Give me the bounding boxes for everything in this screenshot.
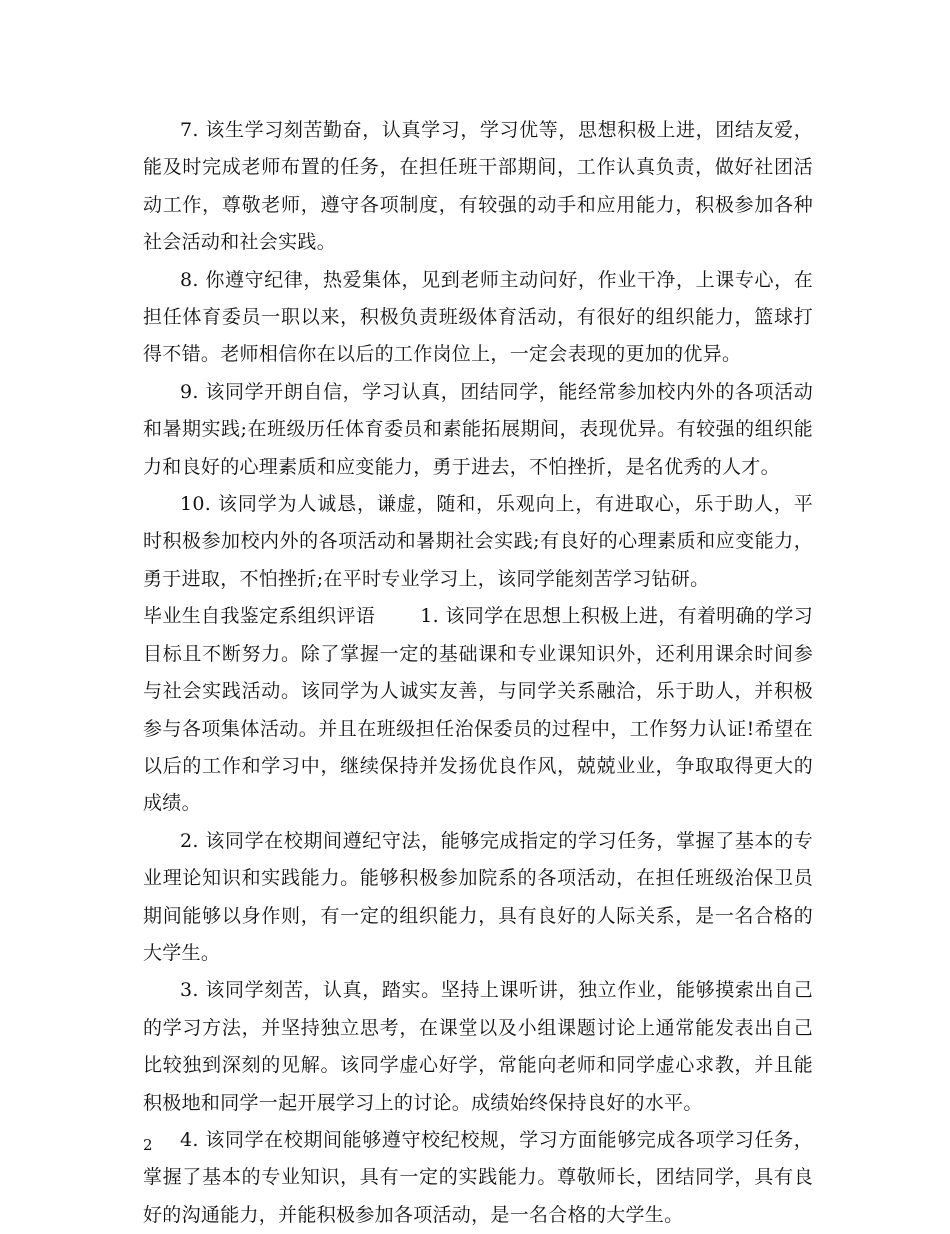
paragraph-8: 8. 你遵守纪律，热爱集体，见到老师主动问好，作业干净，上课专心，在担任体育委员一职以来，积极负责班级体育活动，有很好的组织能力，篮球打得不错。老师相信你在以后的工作岗位上，一定会表现的更加的优异。 [143, 268, 813, 366]
paragraph-section-heading: 毕业生自我鉴定系组织评语 1. 该同学在思想上积极上进，有着明确的学习目标且不断努力。除了掌握一定的基础课和专业课知识外，还利用课余时间参与社会实践活动。该同学为人诚实友善，与同学关系融洽，乐于助人，并积极参与各项集体活动。并且在班级担任治保委员的过程中，工作努力认证!希望在以后的工作和学习中，继续保持并发扬优良作风，兢兢业业，争取取得更大的成绩。 [143, 605, 813, 815]
paragraph-7: 7. 该生学习刻苦勤奋，认真学习，学习优等，思想积极上进，团结友爱，能及时完成老师布置的任务，在担任班干部期间，工作认真负责，做好社团活动工作，尊敬老师，遵守各项制度，有较强的动手和应用能力，积极参加各种社会活动和社会实践。 [143, 119, 813, 254]
paragraph-10: 10. 该同学为人诚恳，谦虚，随和，乐观向上，有进取心，乐于助人，平时积极参加校内外的各项活动和暑期社会实践;有良好的心理素质和应变能力，勇于进取，不怕挫折;在平时专业学习上，该同学能刻苦学习钻研。 [143, 493, 813, 590]
paragraph-3: 3. 该同学刻苦，认真，踏实。坚持上课听讲，独立作业，能够摸索出自己的学习方法，并坚持独立思考，在课堂以及小组课题讨论上通常能发表出自己比较独到深刻的见解。该同学虚心好学，常能向老师和同学虚心求教，并且能积极地和同学一起开展学习上的讨论。成绩始终保持良好的水平。 [143, 979, 813, 1114]
page-number: 2 [143, 1136, 153, 1154]
document-body [143, 112, 813, 1234]
paragraph-4: 4. 该同学在校期间能够遵守校纪校规，学习方面能够完成各项学习任务，掌握了基本的专业知识，具有一定的实践能力。尊敬师长，团结同学，具有良好的沟通能力，并能积极参加各项活动，是一名合格的大学生。 [143, 1128, 813, 1226]
paragraph-9: 9. 该同学开朗自信，学习认真，团结同学，能经常参加校内外的各项活动和暑期实践;在班级历任体育委员和素能拓展期间，表现优异。有较强的组织能力和良好的心理素质和应变能力，勇于进去，不怕挫折，是名优秀的人才。 [143, 380, 813, 478]
paragraph-2: 2. 该同学在校期间遵纪守法，能够完成指定的学习任务，掌握了基本的专业理论知识和实践能力。能够积极参加院系的各项活动，在担任班级治保卫员期间能够以身作则，有一定的组织能力，具有良好的人际关系，是一名合格的大学生。 [143, 829, 813, 964]
